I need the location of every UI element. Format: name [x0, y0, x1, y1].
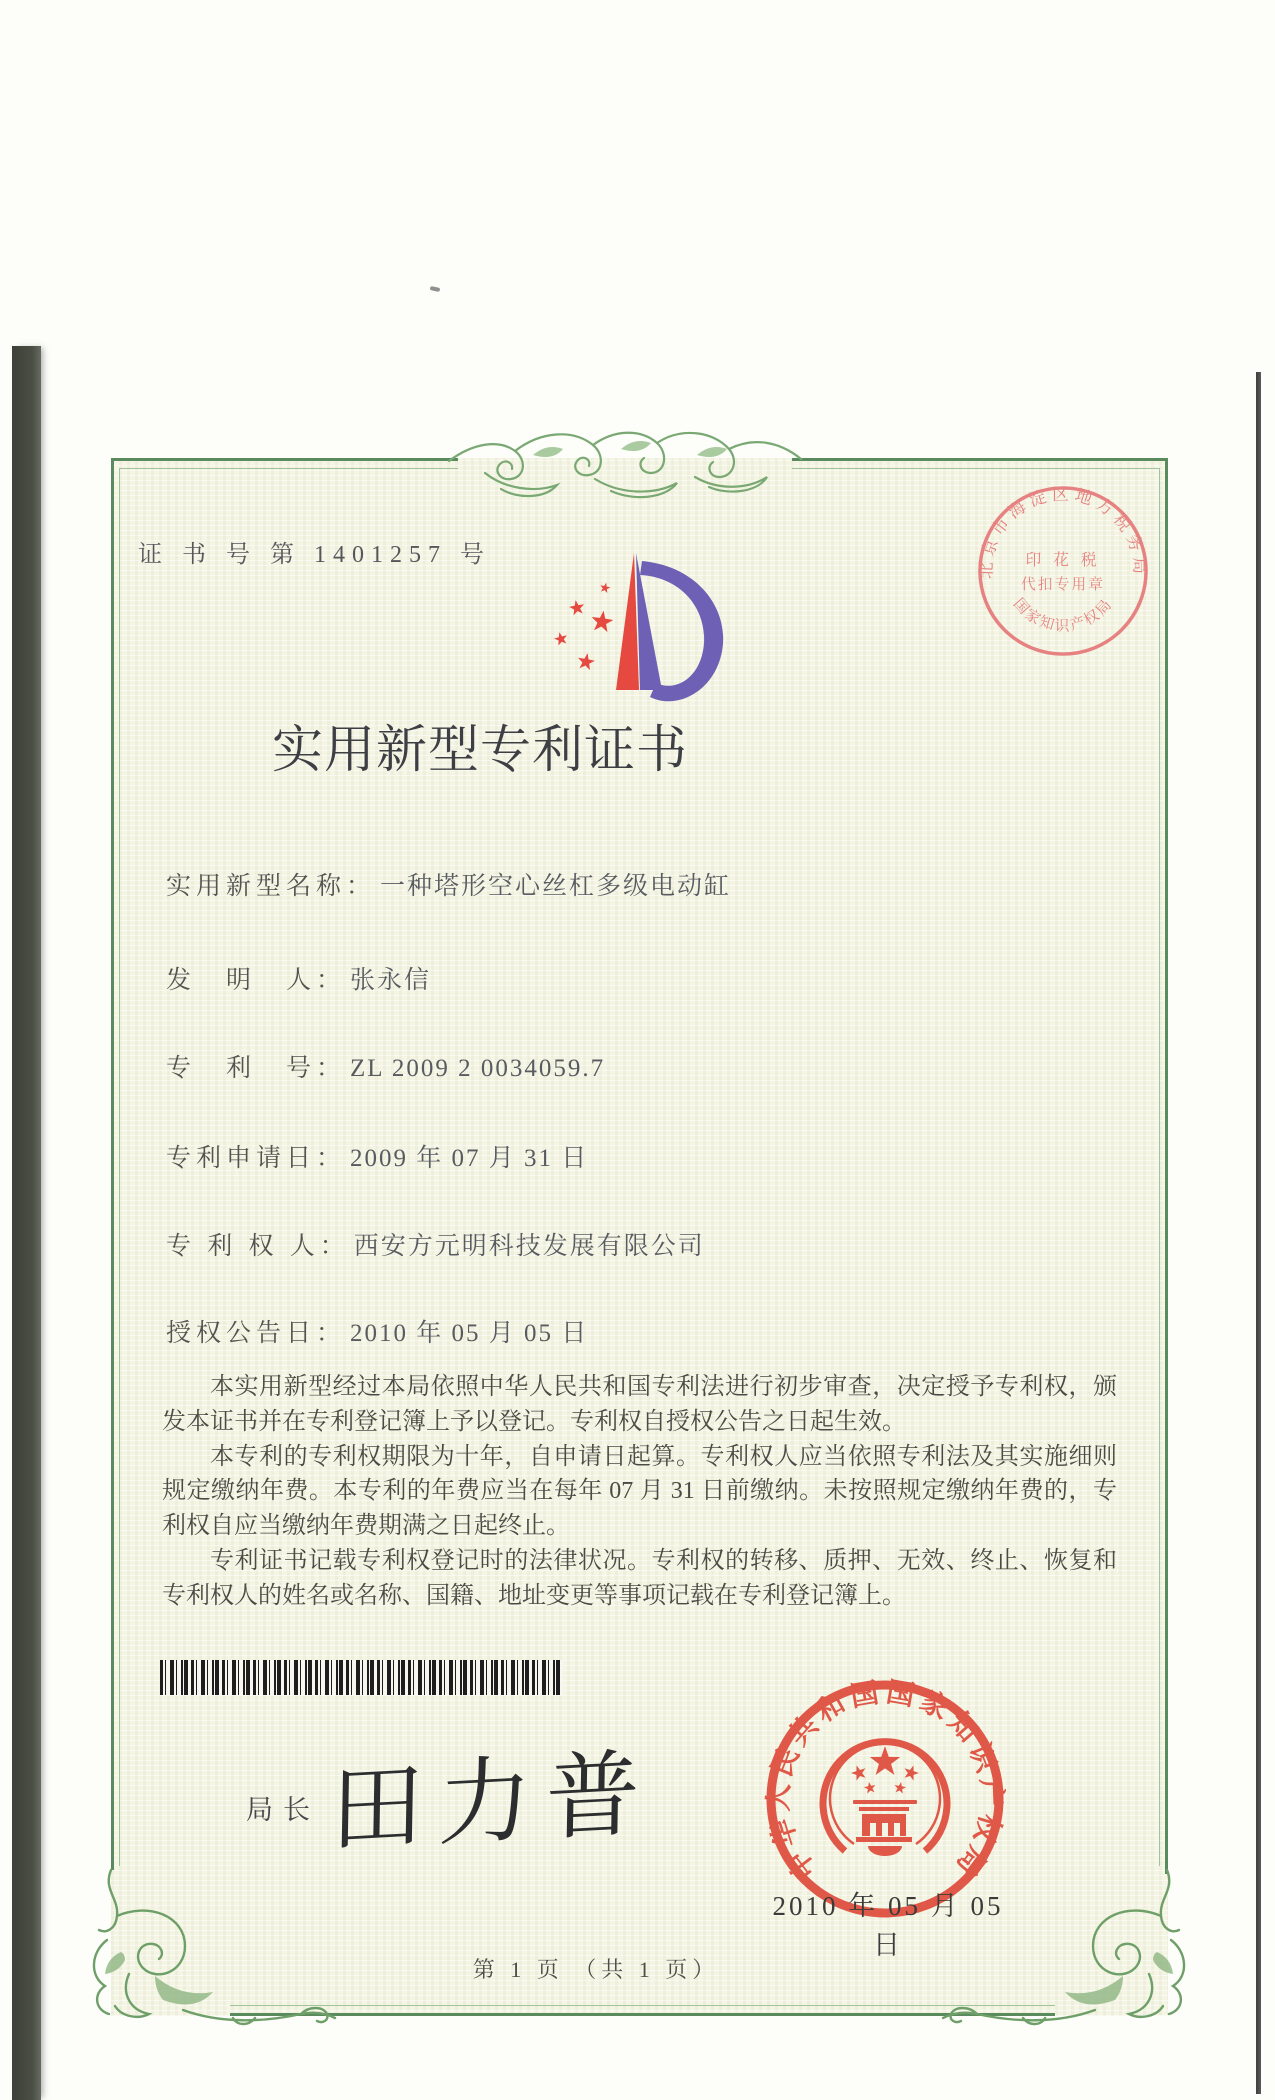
- frame-border: [792, 458, 1168, 461]
- frame-inner-line: [230, 2005, 1055, 2006]
- official-seal-ring-text: 中华人民共和国国家知识产权局: [763, 1676, 1007, 1885]
- scan-speck: [430, 286, 441, 292]
- field-label: 专 利 权 人：: [166, 1233, 350, 1260]
- field-value: 张永信: [350, 967, 432, 994]
- field-grant-date: [166, 1313, 588, 1349]
- legal-text: [162, 1370, 1117, 1614]
- director-title: 局长: [246, 1795, 320, 1825]
- field-label: 实用新型名称：: [166, 873, 377, 900]
- legal-paragraph-1: 本实用新型经过本局依照中华人民共和国专利法进行初步审查，决定授予专利权，颁发本证书并在专利登记簿上予以登记。专利权自授权公告之日起生效。: [162, 1374, 1117, 1435]
- field-value: 一种塔形空心丝杠多级电动缸: [380, 873, 732, 900]
- field-inventor: [166, 960, 431, 996]
- field-filing-date: [166, 1138, 588, 1174]
- director-signature: 田力普: [329, 1742, 655, 1864]
- field-label: 发 明 人：: [166, 967, 347, 994]
- field-label: 专 利 号：: [166, 1055, 347, 1082]
- legal-paragraph-2: 本专利的专利权期限为十年，自申请日起算。专利权人应当依照专利法及其实施细则规定缴纳年费。本专利的年费应当在每年 07 月 31 日前缴纳。未按照规定缴纳年费的，专利权自应当缴纳年费期满之日起终止。: [162, 1443, 1117, 1540]
- legal-paragraph-3: 专利证书记载专利权登记时的法律状况。专利权的转移、质押、无效、终止、恢复和专利权人的姓名或名称、国籍、地址变更等事项记载在专利登记簿上。: [162, 1547, 1117, 1609]
- border-ornament-top: [445, 415, 805, 515]
- logo-stars: [553, 582, 615, 671]
- page-number: 第 1 页 （共 1 页）: [472, 1957, 720, 1982]
- tax-stamp-seal: [976, 484, 1150, 658]
- scan-edge-right: [1256, 372, 1261, 2094]
- scan-edge-left: [12, 346, 41, 2100]
- frame-inner-line: [1159, 468, 1160, 1866]
- field-patentee: [166, 1226, 705, 1262]
- frame-inner-line: [119, 468, 120, 1866]
- svg-text:国家知识产权局: [1010, 595, 1116, 634]
- tax-stamp-center-line1: 印 花 税: [1025, 552, 1101, 570]
- frame-border: [230, 2013, 1055, 2016]
- certificate-title: 实用新型专利证书: [271, 723, 688, 779]
- tax-stamp-ring-top: 北京市海淀区地方税务局: [976, 484, 1150, 580]
- field-utility-model-name: [166, 866, 731, 902]
- field-value: 2010 年 05 月 05 日: [350, 1320, 589, 1347]
- seal-date: 2010 年 05 月 05 日: [772, 1891, 1004, 1960]
- border-ornament-bottom-left: [85, 1868, 340, 2028]
- certificate-number: 证 书 号 第 1401257 号: [138, 542, 491, 568]
- barcode: [160, 1660, 563, 1695]
- field-patent-number: [166, 1048, 605, 1084]
- frame-inner-line: [792, 468, 1160, 469]
- frame-border: [111, 458, 458, 461]
- field-value: ZL 2009 2 0034059.7: [350, 1055, 606, 1082]
- tax-stamp-center-line2: 代扣专用章: [1021, 576, 1105, 593]
- frame-border: [111, 458, 114, 1870]
- field-label: 授权公告日：: [166, 1320, 347, 1347]
- field-value: 西安方元明科技发展有限公司: [353, 1233, 705, 1260]
- frame-inner-line: [119, 468, 458, 469]
- national-emblem: [823, 1742, 947, 1856]
- tax-stamp-ring-bottom: 国家知识产权局: [1009, 595, 1117, 635]
- field-value: 2009 年 07 月 31 日: [350, 1145, 589, 1172]
- frame-border: [1165, 458, 1168, 1874]
- logo-spike-red: [616, 553, 639, 690]
- field-label: 专利申请日：: [166, 1145, 347, 1172]
